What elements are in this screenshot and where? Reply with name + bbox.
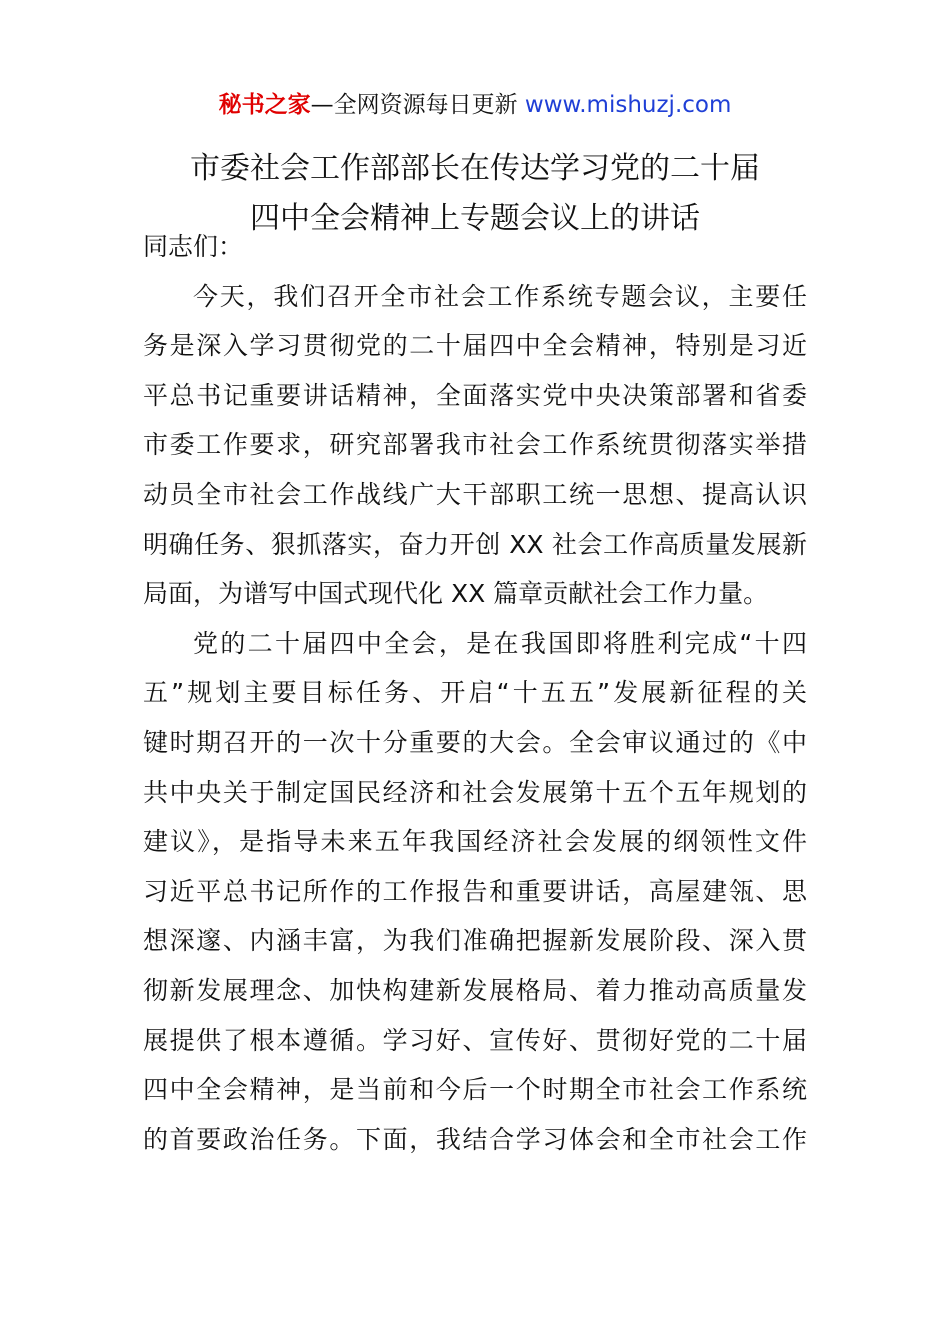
text-line: 动员全市社会工作战线广大干部职工统一思想、提高认识 <box>143 479 807 509</box>
text-line: 党的二十届四中全会，是在我国即将胜利完成“十四 <box>193 628 807 658</box>
text-line: 共中央关于制定国民经济和社会发展第十五个五年规划的 <box>143 777 807 807</box>
text-line: 四中全会精神，是当前和今后一个时期全市社会工作系统 <box>143 1075 807 1105</box>
title-line-2: 四中全会精神上专题会议上的讲话 <box>250 201 700 236</box>
text-line: 市委工作要求，研究部署我市社会工作系统贯彻落实举措 <box>143 430 807 460</box>
text-line: 务是深入学习贯彻党的二十届四中全会精神，特别是习近 <box>143 331 807 361</box>
paragraph-1 <box>143 272 807 619</box>
paragraph-2 <box>143 619 807 1165</box>
text-line: 习近平总书记所作的工作报告和重要讲话，高屋建瓴、思 <box>143 876 807 906</box>
text-line: 想深邃、内涵丰富，为我们准确把握新发展阶段、深入贯 <box>143 926 807 956</box>
brand-name: 秘书之家 <box>218 92 311 118</box>
text-line: 展提供了根本遵循。学习好、宣传好、贯彻好党的二十届 <box>143 1025 807 1055</box>
site-url[interactable]: www.mishuzj.com <box>524 92 732 118</box>
text-line: 五”规划主要目标任务、开启“十五五”发展新征程的关 <box>143 678 807 708</box>
text-line: 建议》，是指导未来五年我国经济社会发展的纲领性文件 <box>143 827 807 857</box>
header-tagline: —全网资源每日更新 <box>310 92 518 118</box>
title-line-1: 市委社会工作部部长在传达学习党的二十届 <box>190 151 760 186</box>
document-body <box>143 222 807 1164</box>
text-line: 明确任务、狠抓落实，奋力开创 XX 社会工作高质量发展新 <box>143 529 807 559</box>
text-line: 平总书记重要讲话精神，全面落实党中央决策部署和省委 <box>143 380 807 410</box>
text-line: 键时期召开的一次十分重要的大会。全会审议通过的《中 <box>143 727 807 757</box>
text-line: 今天，我们召开全市社会工作系统专题会议，主要任 <box>193 281 807 311</box>
site-header <box>0 88 950 122</box>
salutation: 同志们： <box>143 232 244 261</box>
text-line: 局面，为谱写中国式现代化 XX 篇章贡献社会工作力量。 <box>143 579 769 609</box>
text-line: 的首要政治任务。下面，我结合学习体会和全市社会工作 <box>143 1124 807 1154</box>
text-line: 彻新发展理念、加快构建新发展格局、着力推动高质量发 <box>143 975 807 1005</box>
